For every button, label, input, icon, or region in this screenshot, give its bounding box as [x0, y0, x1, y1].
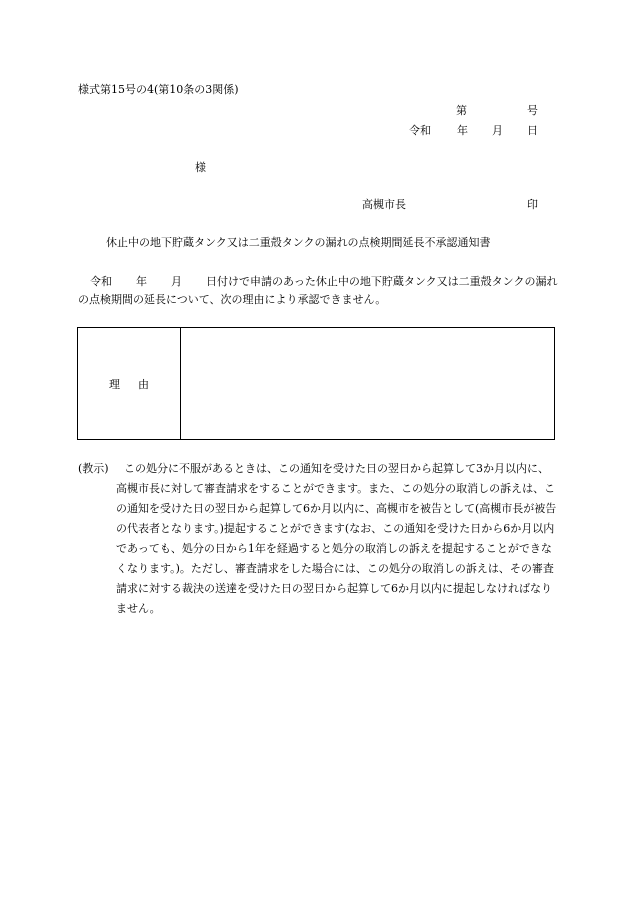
document-title: 休止中の地下貯蔵タンク又は二重殻タンクの漏れの点検期間延長不承認通知書	[106, 236, 491, 249]
issuer-name: 高槻市長	[362, 198, 406, 211]
date-era: 令和	[409, 124, 431, 137]
date-month-label: 月	[492, 124, 503, 137]
instruction-text: この処分に不服があるときは、この通知を受けた日の翌日から起算して3か月以内に、高槻市長に対して審査請求をすることができます。また、この処分の取消しの訴えは、この通知を受けた日の翌日から起算して6か月以内に、高槻市を被告として(高槻市長が被告の代表者となります。)提起することができます(なお、この通知を受けた日から6か月以内であっても、処分の日から1年を経過すると処分の取消しの訴えを提起することができなくなります。)。ただし、審査請求をした場合には、この処分の取消しの訴えは、その審査請求に対する裁決の送達を受けた日の翌日から起算して6か月以内に提起しなければなりません。	[116, 462, 557, 615]
addressee-honorific: 様	[195, 161, 206, 174]
reason-label-cell	[78, 328, 181, 439]
body-month-label: 月	[171, 275, 182, 288]
body-paragraph	[78, 273, 558, 309]
instruction-label: (教示)	[78, 462, 109, 475]
date-year-label: 年	[457, 124, 468, 137]
body-text: 日付けで申請のあった休止中の地下貯蔵タンク又は二重殻タンクの漏れの点検期間の延長について、次の理由により承認できません。	[78, 275, 558, 306]
reason-table	[77, 327, 555, 440]
instruction-block	[78, 459, 558, 619]
seal-mark: 印	[527, 198, 538, 211]
reason-value-cell	[181, 328, 554, 439]
form-number: 様式第15号の4(第10条の3関係)	[78, 83, 239, 96]
document-number-prefix: 第	[456, 104, 467, 117]
reason-label: 理由	[109, 377, 167, 391]
document-number-suffix: 号	[527, 104, 538, 117]
date-day-label: 日	[527, 124, 538, 137]
body-year-label: 年	[136, 275, 147, 288]
body-era: 令和	[90, 275, 112, 288]
